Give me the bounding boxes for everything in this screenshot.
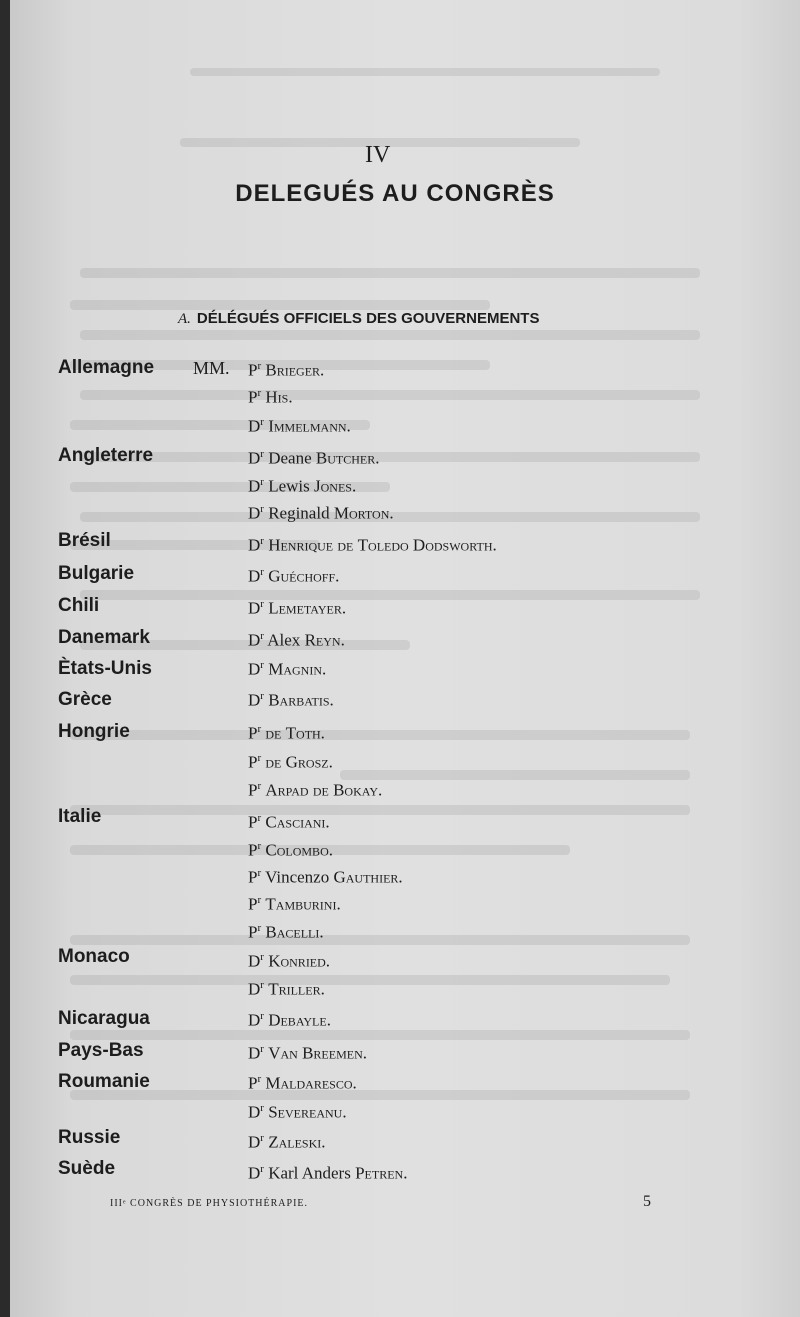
title-suffix: r — [260, 535, 264, 547]
document-page — [10, 0, 800, 1317]
delegate-entry — [248, 535, 497, 556]
delegate-surname: Bokay. — [333, 780, 383, 800]
country-name: Nicaragua — [58, 1008, 150, 1029]
delegate-entry — [248, 1163, 407, 1184]
page-title: DELEGUÉS AU CONGRÈS — [235, 180, 555, 207]
title-suffix: r — [257, 867, 262, 879]
title-suffix: r — [257, 752, 262, 764]
delegate-entry — [248, 840, 333, 861]
delegate-title: P — [248, 752, 258, 772]
country-name: Suède — [58, 1158, 116, 1179]
delegate-surname: Guéchoff. — [268, 566, 340, 586]
delegate-given-name: Van — [268, 1043, 298, 1063]
title-suffix: r — [260, 1163, 264, 1175]
mm-prefix: MM. — [193, 358, 230, 378]
delegate-surname: Colombo. — [265, 840, 333, 860]
delegate-title: D — [248, 535, 261, 555]
delegate-given-name: Vincenzo — [265, 867, 330, 887]
delegate-given-name: Henrique de — [268, 535, 354, 555]
delegate-entry — [248, 598, 346, 619]
delegate-title: D — [248, 566, 261, 586]
delegate-title: P — [248, 867, 258, 887]
delegate-surname: Debayle. — [268, 1010, 331, 1030]
delegate-entry — [248, 723, 325, 744]
delegate-surname: Casciani. — [265, 812, 330, 832]
title-suffix: r — [260, 1132, 264, 1144]
title-suffix: r — [260, 659, 264, 671]
delegate-title: D — [248, 690, 261, 710]
delegate-title: D — [248, 598, 261, 618]
country-name: Pays-Bas — [58, 1040, 144, 1061]
country-name: Danemark — [58, 627, 150, 648]
title-suffix: r — [257, 922, 262, 934]
delegate-entry — [248, 894, 341, 915]
delegate-given-name: de — [265, 723, 282, 743]
delegate-entry — [248, 566, 339, 587]
delegate-title: P — [248, 840, 258, 860]
delegate-entry — [248, 812, 330, 833]
title-suffix: r — [260, 630, 264, 642]
delegate-title: D — [248, 416, 261, 436]
title-suffix: r — [257, 360, 262, 372]
title-suffix: r — [257, 723, 262, 735]
delegate-surname: Morton. — [333, 503, 394, 523]
delegate-surname: Konried. — [268, 951, 331, 971]
delegate-title: D — [248, 1163, 261, 1183]
title-suffix: r — [260, 1043, 264, 1055]
title-suffix: r — [257, 894, 262, 906]
section-number: A. — [178, 311, 191, 327]
delegate-title: P — [248, 894, 258, 914]
delegate-given-name: Alex — [267, 630, 301, 650]
delegate-surname: His. — [265, 387, 293, 407]
title-suffix: r — [260, 598, 264, 610]
delegate-entry — [248, 476, 356, 497]
delegate-surname: Maldaresco. — [265, 1073, 357, 1093]
delegate-surname: Breemen. — [302, 1043, 367, 1063]
delegate-given-name: Deane — [268, 448, 312, 468]
country-name: Monaco — [58, 946, 130, 967]
delegate-surname: Reyn. — [304, 630, 345, 650]
delegate-title: P — [248, 780, 258, 800]
delegate-entry — [248, 922, 324, 943]
delegate-surname: Magnin. — [268, 659, 327, 679]
delegate-entry — [248, 1010, 331, 1031]
delegate-entry — [248, 867, 403, 888]
delegate-given-name: Arpad de — [265, 780, 329, 800]
delegate-surname: Triller. — [268, 979, 325, 999]
delegate-entry — [248, 951, 330, 972]
title-suffix: r — [257, 387, 262, 399]
delegate-title: P — [248, 812, 258, 832]
title-suffix: r — [260, 951, 264, 963]
country-name: Brésil — [58, 530, 111, 551]
title-suffix: r — [260, 476, 264, 488]
delegate-entry — [248, 630, 345, 651]
delegate-surname: Gauthier. — [333, 867, 403, 887]
title-suffix: r — [257, 1073, 262, 1085]
delegate-entry — [248, 780, 382, 801]
delegate-title: P — [248, 922, 258, 942]
section-heading — [178, 310, 539, 328]
country-name: Russie — [58, 1127, 121, 1148]
delegate-surname: Bacelli. — [265, 922, 324, 942]
country-name: Bulgarie — [58, 563, 135, 584]
title-suffix: r — [260, 416, 264, 428]
page-number: 5 — [643, 1193, 651, 1210]
delegate-entry — [248, 1073, 357, 1094]
delegate-title: D — [248, 503, 261, 523]
delegate-surname: Severeanu. — [268, 1102, 347, 1122]
delegate-title: D — [248, 1010, 261, 1030]
country-name: Ètats-Unis — [58, 658, 152, 679]
delegate-title: D — [248, 979, 261, 999]
delegate-surname: Barbatis. — [268, 690, 334, 710]
delegate-entry — [248, 503, 394, 524]
delegate-entry — [248, 387, 293, 408]
delegate-given-name: Karl Anders — [268, 1163, 351, 1183]
title-suffix: r — [257, 780, 262, 792]
country-name: Roumanie — [58, 1071, 150, 1092]
delegate-entry — [248, 690, 334, 711]
delegate-surname: Toth. — [285, 723, 325, 743]
delegate-title: P — [248, 723, 258, 743]
country-name: Hongrie — [58, 721, 130, 742]
delegate-surname: Toledo Dodsworth. — [357, 535, 497, 555]
delegate-surname: Lemetayer. — [268, 598, 347, 618]
title-suffix: r — [260, 503, 264, 515]
title-suffix: r — [260, 690, 264, 702]
delegate-title: D — [248, 951, 261, 971]
title-suffix: r — [257, 840, 262, 852]
delegate-title: P — [248, 387, 258, 407]
delegate-title: P — [248, 1073, 258, 1093]
delegate-title: D — [248, 1102, 261, 1122]
delegate-title: D — [248, 659, 261, 679]
delegate-entry — [248, 448, 379, 469]
delegate-title: D — [248, 476, 261, 496]
delegate-given-name: Lewis — [268, 476, 310, 496]
title-suffix: r — [260, 1102, 264, 1114]
delegate-surname: Petren. — [355, 1163, 408, 1183]
delegate-entry — [248, 416, 351, 437]
country-name: Angleterre — [58, 445, 154, 466]
section-title: DÉLÉGUÉS OFFICIELS DES GOUVERNEMENTS — [196, 310, 540, 327]
delegate-title: D — [248, 1043, 261, 1063]
delegate-surname: Jones. — [314, 476, 357, 496]
delegate-given-name: de — [265, 752, 282, 772]
delegate-title: D — [248, 1132, 261, 1152]
title-suffix: r — [260, 448, 264, 460]
title-suffix: r — [257, 812, 262, 824]
title-suffix: r — [260, 1010, 264, 1022]
delegate-entry — [248, 752, 333, 773]
country-name: Italie — [58, 806, 102, 827]
delegate-entry — [248, 360, 324, 381]
chapter-number: IV — [365, 142, 391, 168]
delegate-surname: Butcher. — [315, 448, 380, 468]
title-suffix: r — [260, 566, 264, 578]
delegate-entry — [248, 979, 325, 1000]
delegate-surname: Immelmann. — [268, 416, 351, 436]
delegate-entry — [248, 1102, 347, 1123]
delegate-title: P — [248, 360, 258, 380]
delegate-given-name: Reginald — [268, 503, 330, 523]
delegate-surname: Grosz. — [285, 752, 333, 772]
country-name: Chili — [58, 595, 100, 616]
title-suffix: r — [260, 979, 264, 991]
country-name: Allemagne — [58, 357, 155, 378]
delegate-surname: Zaleski. — [268, 1132, 326, 1152]
delegate-entry — [248, 1043, 367, 1064]
delegate-surname: Brieger. — [265, 360, 325, 380]
delegate-title: D — [248, 630, 261, 650]
delegate-entry — [248, 659, 326, 680]
delegate-title: D — [248, 448, 261, 468]
footer-signature: IIIᵉ CONGRÈS DE PHYSIOTHÉRAPIE. — [110, 1198, 309, 1209]
country-name: Grèce — [58, 689, 112, 710]
delegate-entry — [248, 1132, 326, 1153]
delegate-surname: Tamburini. — [265, 894, 341, 914]
